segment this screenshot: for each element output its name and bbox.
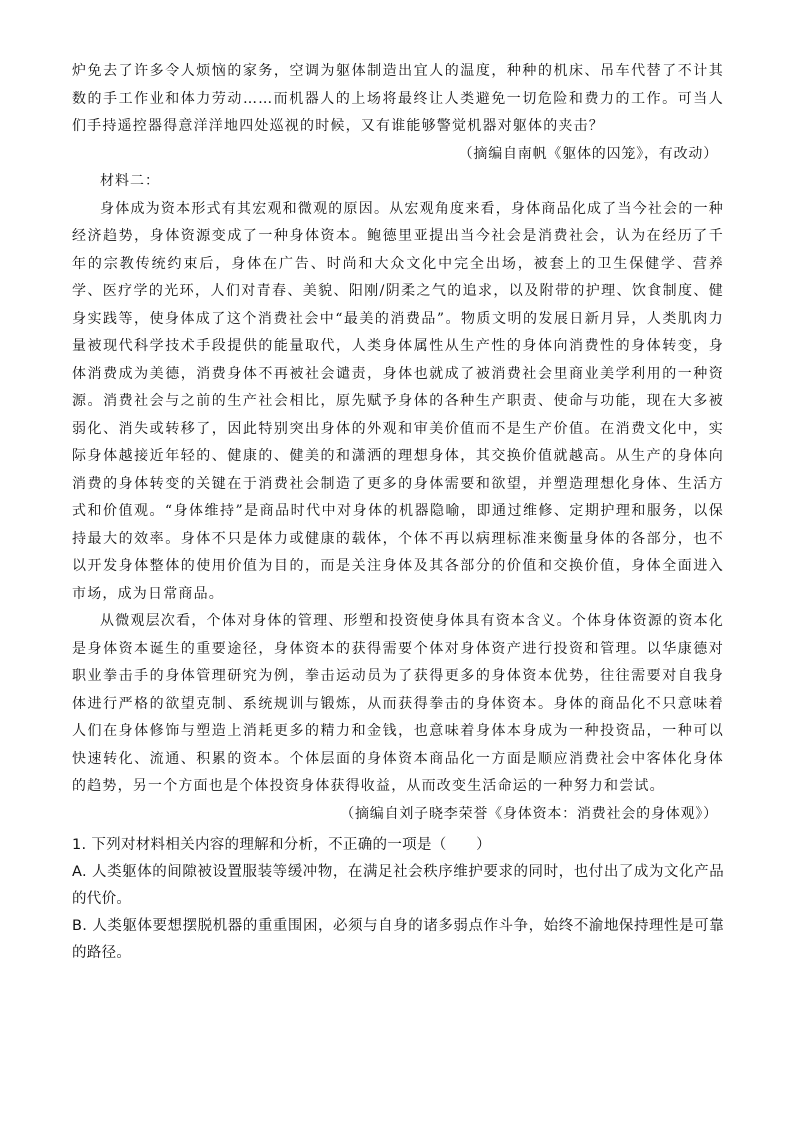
material1-tail-paragraph: 炉免去了许多令人烦恼的家务，空调为躯体制造出宜人的温度，种种的机床、吊车代替了不计其数的手工作业和体力劳动……而机器人的上场将最终让人类避免一切危险和费力的工作。可当人们手持遥控器得意洋洋地四处巡视的时候，又有谁能够警觉机器对躯体的夹击？ [72, 63, 724, 134]
question-stem: 1. 下列对材料相关内容的理解和分析，不正确的一项是（ ） [72, 837, 491, 853]
material2-label: 材料二： [100, 173, 160, 189]
option-a: A. 人类躯体的间隙被设置服装等缓冲物，在满足社会秩序维护要求的同时，也付出了成为文化产品的代价。 [72, 864, 724, 907]
material2-paragraph-1: 身体成为资本形式有其宏观和微观的原因。从宏观角度来看，身体商品化成了当今社会的一种经济趋势，身体资源变成了一种身体资本。鲍德里亚提出当今社会是消费社会，认为在经历了千年的宗教传统约束后，身体在广告、时尚和大众文化中完全出场，被套上的卫生保健学、营养学、医疗学的光环，人们对青春、美貌、阳刚/阴柔之气的追求，以及附带的护理、饮食制度、健身实践等，使身体成了这个消费社会中“最美的消费品”。物质文明的发展日新月异，人类肌肉力量被现代科学技术手段提供的能量取代，人类身体属性从生产性的身体向消费性的身体转变，身体消费成为美德，消费身体不再被社会谴责，身体也就成了被消费社会里商业美学利用的一种资源。消费社会与之前的生产社会相比，原先赋予身体的各种生产职责、使命与功能，现在大多被弱化、消失或转移了，因此特别突出身体的外观和审美价值而不是生产价值。在消费文化中，实际身体越接近年轻的、健康的、健美的和潇洒的理想身体，其交换价值就越高。从生产的身体向消费的身体转变的关键在于消费社会制造了更多的身体需要和欲望，并塑造理想化身体、生活方式和价值观。“身体维持”是商品时代中对身体的机器隐喻，即通过维修、定期护理和服务，以保持最大的效率。身体不只是体力或健康的载体，个体不再以病理标准来衡量身体的各部分，也不以开发身体整体的使用价值为目的，而是关注身体及其各部分的价值和交换价值，身体全面进入市场，成为日常商品。 [72, 200, 724, 602]
material1-source: （摘编自南帆《躯体的囚笼》，有改动） [458, 145, 718, 162]
document-page [72, 58, 724, 967]
material2-paragraph-2: 从微观层次看，个体对身体的管理、形塑和投资使身体具有资本含义。个体身体资源的资本化是身体资本诞生的重要途径，身体资本的获得需要个体对身体资产进行投资和管理。以华康德对职业拳击手的身体管理研究为例，拳击运动员为了获得更多的身体资本优势，往往需要对自我身体进行严格的欲望克制、系统规训与锻炼，从而获得拳击的身体资本。身体的商品化不只意味着人们在身体修饰与塑造上消耗更多的精力和金钱，也意味着身体本身成为一种投资品，一种可以快速转化、流通、积累的资本。个体层面的身体资本商品化一方面是顺应消费社会中客体化身体的趋势，另一个方面也是个体投资身体获得收益，从而改变生活命运的一种努力和尝试。 [72, 613, 724, 794]
question-1 [72, 832, 724, 967]
material2-source: （摘编自刘子晓李荣誉《身体资本：消费社会的身体观》） [340, 805, 718, 822]
option-b: B. 人类躯体要想摆脱机器的重重围困，必须与自身的诸多弱点作斗争，始终不渝地保持理性是可靠的路径。 [72, 918, 724, 961]
